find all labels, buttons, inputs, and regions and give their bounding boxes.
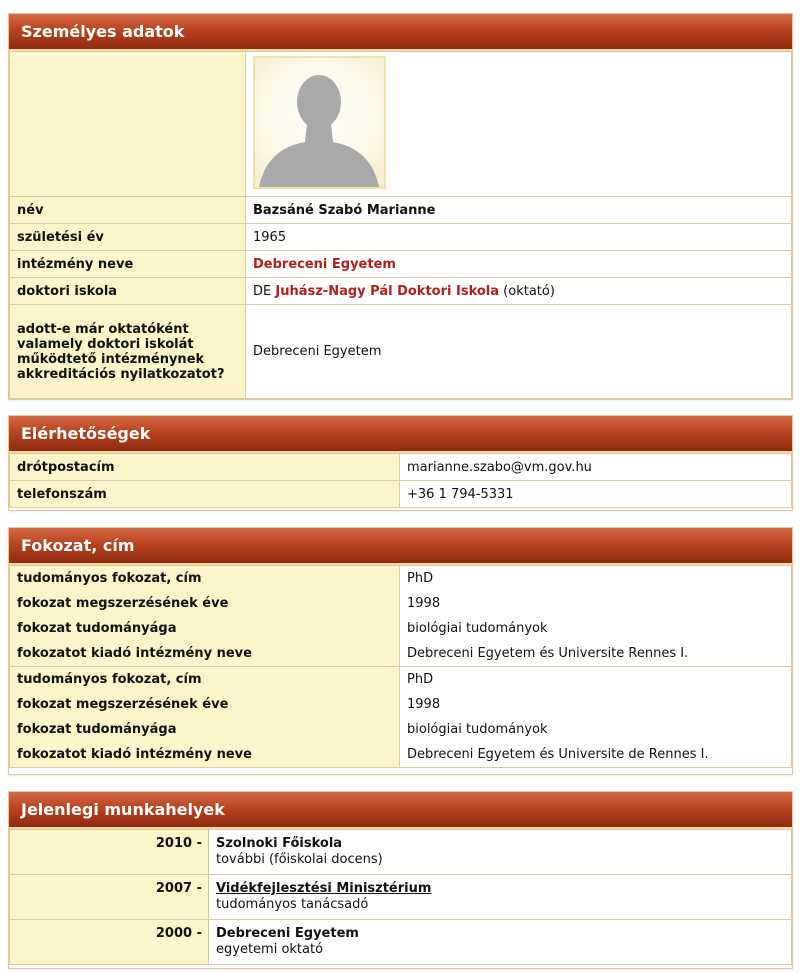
birth-year-value: 1965 — [246, 224, 792, 251]
job-employer: Szolnoki Főiskola — [216, 836, 343, 851]
job-role: tudományos tanácsadó — [216, 897, 369, 912]
job-employer: Debreceni Egyetem — [216, 926, 359, 941]
list-item — [209, 830, 792, 875]
name-label: név — [10, 197, 246, 224]
job-year: 2010 - — [10, 830, 209, 875]
job-role: további (főiskolai docens) — [216, 852, 383, 867]
contact-title: Elérhetőségek — [9, 416, 792, 453]
phone-label: telefonszám — [10, 481, 400, 508]
jobs-table — [9, 829, 792, 965]
degree-field-value: biológiai tudományok — [400, 616, 792, 641]
degree-year-value: 1998 — [400, 692, 792, 717]
degree-field-label: fokozat tudományága — [10, 717, 400, 742]
degree-issuer-value: Debreceni Egyetem és Universite de Rennes I. — [400, 742, 792, 768]
personal-data-panel — [8, 13, 793, 400]
email-value[interactable]: marianne.szabo@vm.gov.hu — [400, 454, 792, 481]
job-employer-link[interactable]: Vidékfejlesztési Minisztérium — [216, 881, 432, 896]
accreditation-label: adott-e már oktatóként valamely doktori iskolát működtető intézménynek akkreditációs nyilatkozatot? — [10, 305, 246, 399]
degree-year-value: 1998 — [400, 591, 792, 616]
contact-panel — [8, 415, 793, 511]
degree-field-value: biológiai tudományok — [400, 717, 792, 742]
profile-photo — [253, 56, 386, 189]
degree-title: Fokozat, cím — [9, 528, 792, 565]
person-silhouette-icon — [255, 58, 384, 187]
jobs-title: Jelenlegi munkahelyek — [9, 792, 792, 829]
personal-data-title: Személyes adatok — [9, 14, 792, 51]
contact-table — [9, 453, 792, 508]
job-year: 2000 - — [10, 920, 209, 965]
list-item — [209, 875, 792, 920]
degree-field-label: fokozat tudományága — [10, 616, 400, 641]
doctoral-school-value — [246, 278, 792, 305]
degree-issuer-label: fokozatot kiadó intézmény neve — [10, 641, 400, 667]
institution-value: Debreceni Egyetem — [246, 251, 792, 278]
degree-panel — [8, 527, 793, 775]
doctoral-school-link[interactable]: Juhász-Nagy Pál Doktori Iskola — [275, 283, 500, 299]
name-value: Bazsáné Szabó Marianne — [246, 197, 792, 224]
birth-year-label: születési év — [10, 224, 246, 251]
degree-value: PhD — [400, 667, 792, 692]
job-year: 2007 - — [10, 875, 209, 920]
degree-year-label: fokozat megszerzésének éve — [10, 591, 400, 616]
jobs-panel — [8, 791, 793, 969]
degree-issuer-label: fokozatot kiadó intézmény neve — [10, 742, 400, 768]
job-role: egyetemi oktató — [216, 942, 324, 957]
degree-year-label: fokozat megszerzésének éve — [10, 692, 400, 717]
email-label: drótpostacím — [10, 454, 400, 481]
list-item — [209, 920, 792, 965]
institution-label: intézmény neve — [10, 251, 246, 278]
doctoral-school-role: (oktató) — [503, 283, 555, 299]
degree-label: tudományos fokozat, cím — [10, 667, 400, 692]
degree-label: tudományos fokozat, cím — [10, 566, 400, 591]
doctoral-school-prefix: DE — [253, 283, 272, 299]
degree-value: PhD — [400, 566, 792, 591]
degree-table — [9, 565, 792, 768]
degree-issuer-value: Debreceni Egyetem és Universite Rennes I. — [400, 641, 792, 667]
accreditation-value: Debreceni Egyetem — [246, 305, 792, 399]
phone-value: +36 1 794-5331 — [400, 481, 792, 508]
doctoral-school-label: doktori iskola — [10, 278, 246, 305]
personal-data-table — [9, 51, 792, 399]
